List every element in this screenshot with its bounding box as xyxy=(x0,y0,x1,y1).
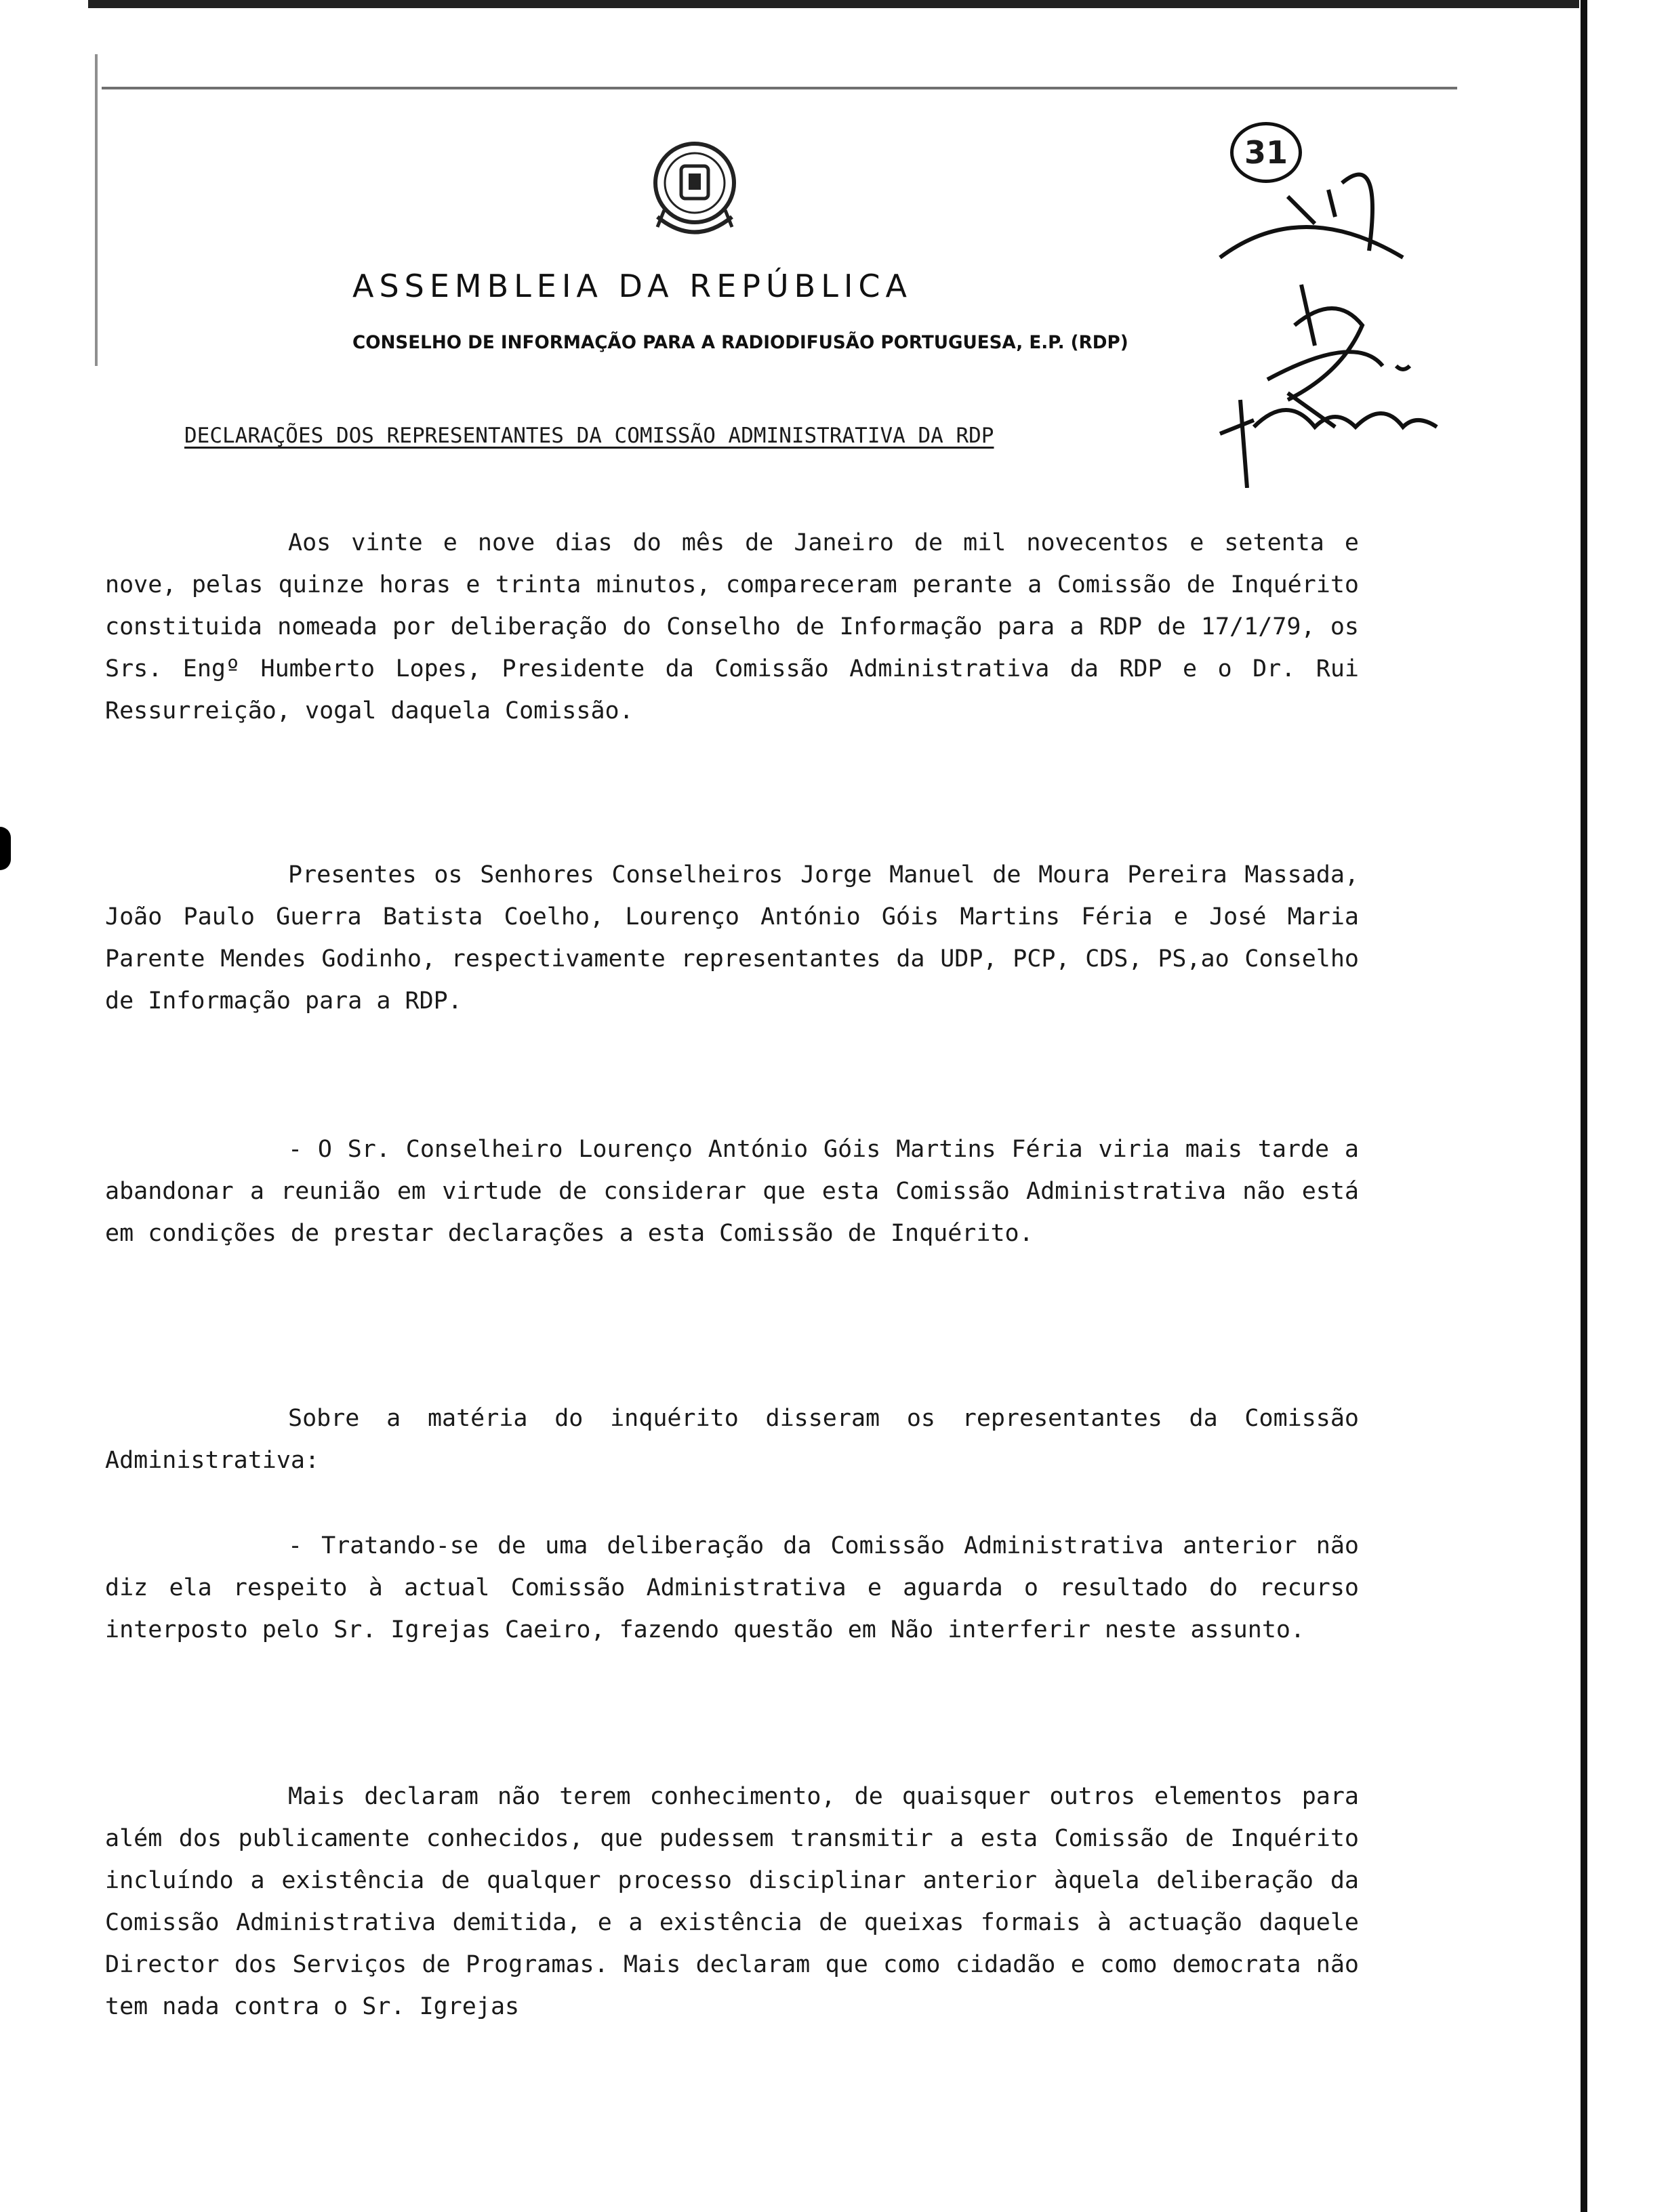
paragraph-3: - O Sr. Conselheiro Lourenço António Góis Martins Féria viria mais tarde a abandonar a reunião em virtude de considerar que esta Comissão Administrativa não está em condições de prestar declarações a esta Comissão de Inquérito. xyxy=(105,1136,1359,1247)
document-title: DECLARAÇÕES DOS REPRESENTANTES DA COMISSÃO ADMINISTRATIVA DA RDP xyxy=(184,424,994,448)
scan-edge-left xyxy=(95,54,98,366)
paragraph-6: Mais declaram não terem conhecimento, de quaisquer outros elementos para além dos publicamente conhecidos, que pudessem transmitir a esta Comissão de Inquérito incluíndo a existência de qualquer processo disciplinar anterior àquela deliberação da Comissão Administrativa demitida, e a existência de queixas formais à actuação daquele Director dos Serviços de Programas. Mais declaram que como cidadão e como democrata não tem nada contra o Sr. Igrejas xyxy=(105,1783,1359,2020)
punch-hole-mark xyxy=(0,827,11,870)
coat-of-arms-seal xyxy=(644,136,746,244)
council-subtitle: CONSELHO DE INFORMAÇÃO PARA A RADIODIFUSÃO PORTUGUESA, E.P. (RDP) xyxy=(352,332,1128,353)
paragraph-4: Sobre a matéria do inquérito disseram os representantes da Comissão Administrativa: xyxy=(105,1405,1359,1474)
institution-name: ASSEMBLEIA DA REPÚBLICA xyxy=(352,268,913,304)
scan-edge-line xyxy=(102,87,1457,89)
paragraph-5: - Tratando-se de uma deliberação da Comissão Administrativa anterior não diz ela respeito à actual Comissão Administrativa e aguarda o resultado do recurso interposto pelo Sr. Igrejas Caeiro, fazendo questão em Não interferir neste assunto. xyxy=(105,1532,1359,1643)
paragraph-1: Aos vinte e nove dias do mês de Janeiro de mil novecentos e setenta e nove, pelas quinze horas e trinta minutos, compareceram perante a Comissão de Inquérito constituida nomeada por deliberação do Conselho de Informação para a RDP de 17/1/79, os Srs. Engº Humberto Lopes, Presidente da Comissão Administrativa da RDP e o Dr. Rui Ressurreição, vogal daquela Comissão. xyxy=(105,529,1359,724)
scan-edge-right xyxy=(1581,0,1587,2212)
paragraph-2: Presentes os Senhores Conselheiros Jorge Manuel de Moura Pereira Massada, João Paulo Guerra Batista Coelho, Lourenço António Góis Martins Féria e José Maria Parente Mendes Godinho, respectivamente representantes da UDP, PCP, CDS, PS,ao Conselho de Informação para a RDP. xyxy=(105,861,1359,1015)
scan-edge-top xyxy=(88,0,1579,8)
page-number: 31 xyxy=(1230,122,1302,183)
